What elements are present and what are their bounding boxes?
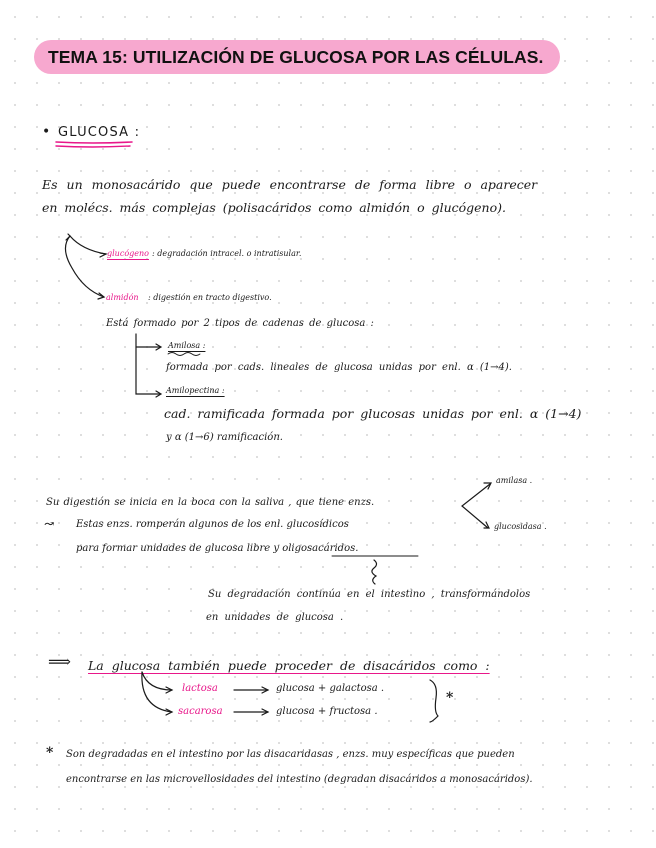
intro-line-2: en molécs. más complejas (polisacáridos como almidón o glucógeno). xyxy=(42,200,506,215)
amylopectin-desc-2: y α (1→6) ramificación. xyxy=(166,432,283,443)
page-title: TEMA 15: UTILIZACIÓN DE GLUCOSA POR LAS CÉLULAS. xyxy=(48,47,544,67)
glycogen-term: glucógeno xyxy=(107,249,149,258)
enzyme-amilasa: amilasa . xyxy=(496,476,533,485)
digestion-line-2: Estas enzs. romperán algunos de los enl. glucosídicos xyxy=(76,519,349,530)
amylopectin-desc-1: cad. ramificada formada por glucosas unidas por enl. α (1→4) xyxy=(164,406,582,421)
amylose-label: Amilosa : xyxy=(168,341,206,350)
continues-line-2: en unidades de glucosa . xyxy=(206,612,344,623)
amylopectin-label: Amilopectina : xyxy=(166,386,225,395)
continues-line-1: Su degradación continúa en el intestino , transformándolos xyxy=(208,589,531,600)
starch-chains-intro: Está formado por 2 tipos de cadenas de glucosa : xyxy=(106,318,374,329)
section-heading: GLUCOSA : xyxy=(58,125,141,140)
implies-arrow: ⟹ xyxy=(48,652,71,671)
glycogen-desc: : degradación intracel. o intratisular. xyxy=(152,249,302,258)
starch-term: almidón xyxy=(106,293,139,302)
digestion-arrow: ↝ xyxy=(44,516,55,531)
lactose-term: lactosa xyxy=(182,683,218,694)
digestion-line-1: Su digestión se inicia en la boca con la saliva , que tiene enzs. xyxy=(46,497,375,508)
lactose-result: glucosa + galactosa . xyxy=(276,683,385,694)
sucrose-term: sacarosa xyxy=(178,706,223,717)
disaccharides-line: La glucosa también puede proceder de disacáridos como : xyxy=(88,658,490,673)
digestion-line-3: para formar unidades de glucosa libre y oligosacáridos. xyxy=(76,543,359,554)
bullet: • xyxy=(42,124,51,140)
starch-desc: : digestión en tracto digestivo. xyxy=(148,293,272,302)
enzyme-glucosidasa: glucosidasa . xyxy=(494,522,547,531)
disaccharides-mark: * xyxy=(446,690,454,706)
footnote-line-1: Son degradadas en el intestino por las disacaridasas , enzs. muy específicas que pueden xyxy=(66,749,515,760)
sucrose-result: glucosa + fructosa . xyxy=(276,706,378,717)
footnote-mark: * xyxy=(46,745,54,761)
intro-line-1: Es un monosacárido que puede encontrarse de forma libre o aparecer xyxy=(42,177,538,192)
amylose-desc: formada por cads. lineales de glucosa unidas por enl. α (1→4). xyxy=(166,362,512,373)
footnote-line-2: encontrarse en las microvellosidades del intestino (degradan disacáridos a monosacáridos). xyxy=(66,774,533,785)
